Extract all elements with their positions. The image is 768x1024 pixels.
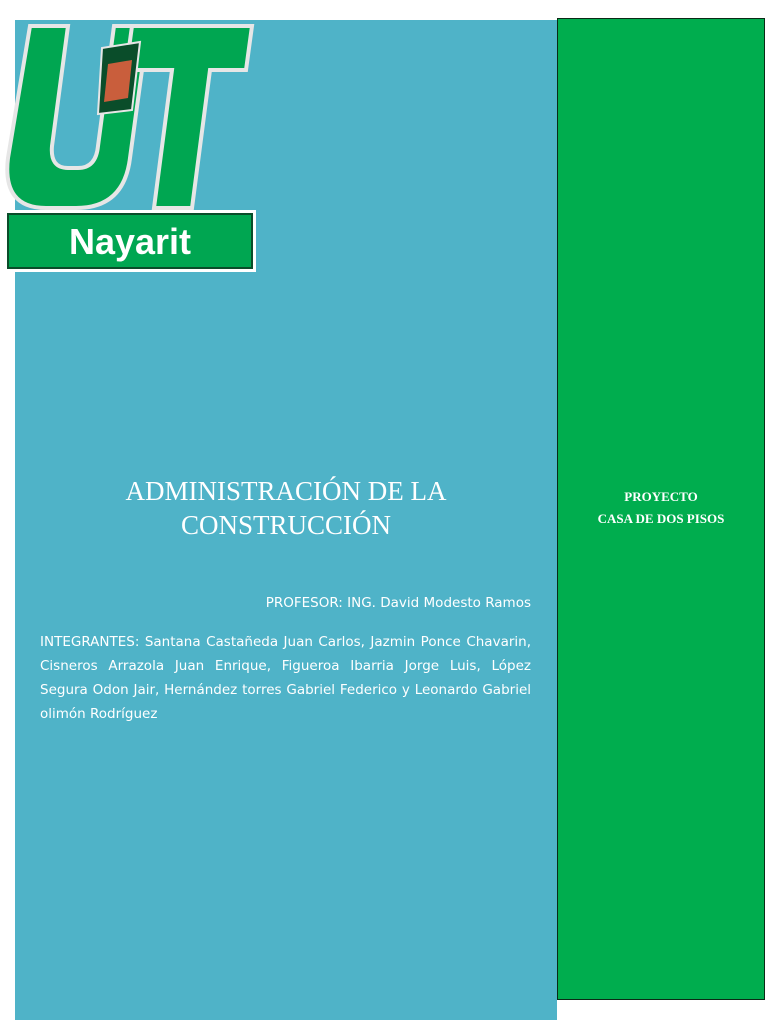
project-line-1: PROYECTO — [624, 489, 698, 504]
ut-nayarit-logo — [0, 18, 262, 278]
logo-wordmark: Nayarit — [68, 221, 192, 262]
cover-title: ADMINISTRACIÓN DE LA CONSTRUCCIÓN — [125, 476, 447, 540]
integrantes-paragraph: INTEGRANTES: Santana Castañeda Juan Carlos, Jazmin Ponce Chavarin, Cisneros Arrazola Juan Enrique, Figueroa Ibarria Jorge Luis, López Segura Odon Jair, Hernández torres Gabriel Federico y Leonardo Gabriel olimón Rodríguez — [40, 634, 531, 722]
ut-logo-icon — [0, 18, 262, 278]
project-line-2: CASA DE DOS PISOS — [597, 511, 725, 526]
profesor-line: PROFESOR: ING. David Modesto Ramos — [265, 595, 531, 611]
project-label — [557, 486, 765, 530]
